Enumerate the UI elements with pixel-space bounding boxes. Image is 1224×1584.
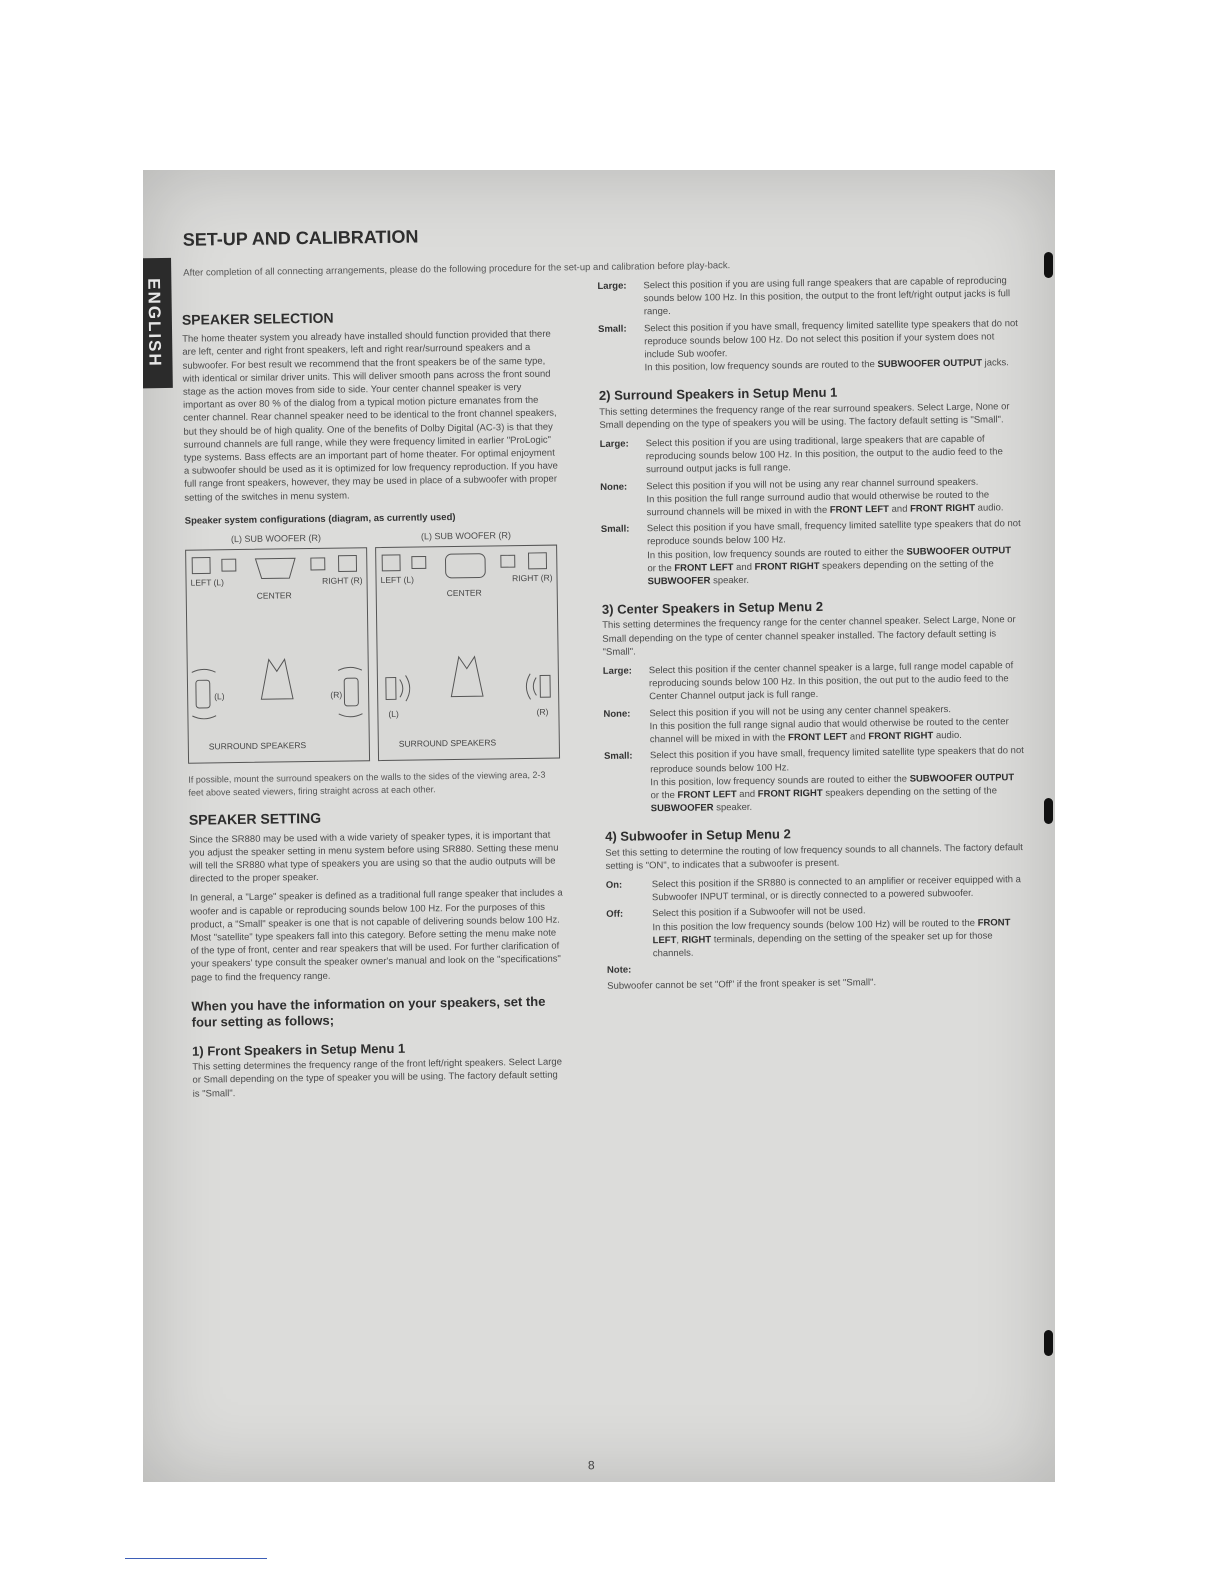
sound-wave-left-icon (400, 675, 410, 701)
option-desc-line: Select this position if you have small, frequency limited satellite type speakers that do not reproduce sounds below 100 Hz. (649, 745, 1024, 775)
text-run: In this position, low frequency sounds are routed to either the (650, 773, 908, 788)
option-desc-line: Select this position if you have small, frequency limited satellite type speakers that do not reproduce sounds below 100 Hz. (646, 518, 1021, 548)
surround-speakers-intro: This setting determines the frequency range of the rear surround speakers. Select Large, None or Small depending on the type of speakers you will be using. The factory default setting is "Small". (599, 400, 1010, 431)
center-small-option (604, 744, 1025, 816)
option-desc-line: Select this position if a Subwoofer will not be used. (652, 905, 866, 920)
option-term: Off: (606, 909, 624, 921)
diagram-config-right (375, 529, 560, 762)
surround-left-label: (L) (214, 691, 225, 702)
front-left-speaker-icon (382, 555, 400, 571)
text-run-bold: FRONT LEFT (677, 788, 737, 801)
option-desc-line: Select this position if you will not be using any rear channel surround speakers. (646, 476, 979, 492)
center-speakers-intro: This setting determines the frequency range for the center channel speaker. Select Large, None or Small depending on the type of center channel speaker installed. The factory default setting is "Small". (602, 614, 1016, 658)
option-desc: Select this position if the center channel speaker is a large, full range model capable of reproducing sounds below 100 Hz. In this position, the out put to the audio feed to the Center Channel output jack is full range. (648, 660, 1014, 703)
page-intro: After completion of all connecting arrangements, please do the following procedure for the set-up and calibration before play-back. (183, 260, 731, 279)
footer-rule (125, 1558, 267, 1559)
center-label: CENTER (256, 590, 292, 601)
text-run: , (676, 934, 680, 946)
text-run: speakers depending on the setting of the (825, 785, 998, 799)
text-run-bold: FRONT LEFT (788, 731, 848, 744)
option-desc (649, 702, 1024, 747)
right-column (597, 274, 1027, 999)
option-desc-line (646, 488, 1020, 520)
text-run: speaker. (712, 574, 750, 587)
diagram-box (375, 545, 560, 762)
option-desc-line: Select this position if you have small, frequency limited satellite type speakers that do not reproduce sounds below 100 Hz. Do not select this position if your system does not include Sub woofer. (643, 317, 1018, 361)
text-run: In this position the low frequency sounds (below 100 Hz) will be routed to the (652, 917, 976, 933)
option-desc (646, 475, 1021, 520)
text-run: In this position the full range surround audio that would otherwise be routed to the surround channels will be mixed in with the (646, 489, 990, 519)
surround-small-option (601, 517, 1022, 589)
binder-hole-mark (1044, 1330, 1053, 1356)
option-term: None: (603, 708, 631, 720)
sound-wave-right-icon (526, 674, 536, 700)
text-run: audio. (935, 730, 962, 742)
language-tab (143, 258, 173, 388)
speaker-setting-heading: SPEAKER SETTING (188, 810, 322, 829)
subwoofer-right-icon (311, 558, 325, 570)
surround-right-label: (R) (536, 706, 549, 717)
center-none-option (603, 702, 1024, 747)
text-run: and (739, 788, 756, 800)
text-run-bold: SUBWOOFER (647, 575, 711, 588)
text-run-bold: RIGHT (681, 934, 712, 946)
text-run-bold: FRONT LEFT (674, 561, 734, 574)
text-run-bold: FRONT LEFT (652, 916, 1011, 946)
subwoofer-heading: 4) Subwoofer in Setup Menu 2 (605, 826, 791, 845)
surround-right-speaker-icon (344, 678, 358, 706)
option-desc-line (650, 715, 1024, 747)
page-title: SET-UP AND CALIBRATION (182, 226, 419, 250)
subwoofer-left-icon (412, 557, 426, 569)
subwoofer-intro: Set this setting to determine the routing of low frequency sounds to all channels. The factory default setting is "ON", to indicates that a subwoofer is present. (605, 841, 1023, 872)
front-speakers-intro: This setting determines the frequency range of the front left/right speakers. Select Large or Small depending on the type of speaker you will be using. The factory default setting is "Small". (192, 1056, 563, 1100)
text-run: speaker. (716, 801, 753, 814)
text-run-bold: SUBWOOFER OUTPUT (906, 544, 1012, 558)
front-right-speaker-icon (339, 556, 357, 572)
text-run-bold: FRONT LEFT (829, 503, 890, 516)
binder-hole-mark (1044, 252, 1053, 278)
center-label: CENTER (446, 587, 482, 599)
speaker-setting-p1: Since the SR880 may be used with a wide variety of speaker types, it is important that you adjust the speaker setting in menu system before using SR880. Setting these menu will tell the SR880 what type of speakers you are using so that the audio outputs will be directed to the proper speaker. (189, 829, 559, 885)
note-term: Note: (606, 964, 632, 977)
surround-left-speaker-icon (386, 678, 396, 700)
text-run-bold: SUBWOOFER OUTPUT (877, 357, 983, 371)
text-run: audio. (977, 502, 1004, 514)
surround-left-speaker-icon (196, 680, 210, 708)
listeners-icon (261, 659, 293, 699)
diagram-config-left (185, 531, 370, 764)
center-large-option (603, 659, 1024, 704)
diagram-caption: Speaker system configurations (diagram, as currently used) (184, 511, 456, 527)
subwoofer-label: (L) SUB WOOFER (R) (420, 530, 512, 542)
option-term: Small: (597, 323, 627, 335)
text-run: and (849, 731, 866, 743)
listeners-icon (451, 657, 483, 697)
text-run: and (891, 503, 908, 515)
front-right-label: RIGHT (R) (322, 575, 363, 586)
front-left-speaker-icon (192, 558, 210, 574)
speaker-setting-lead: When you have the information on your speakers, set the four setting as follows; (191, 993, 546, 1030)
subwoofer-on-option (606, 873, 1026, 905)
text-run-bold: FRONT RIGHT (910, 502, 976, 515)
option-term: None: (600, 481, 628, 493)
front-small-option (598, 317, 1019, 376)
option-desc-line (647, 544, 1022, 589)
option-desc: Select this position if the SR880 is connected to an amplifier or receiver equipped with a Subwoofer INPUT terminal, or is directly connected to a powered subwoofer. (651, 874, 1021, 904)
option-desc (652, 902, 1027, 960)
subwoofer-left-icon (222, 559, 236, 571)
front-left-label: LEFT (L) (380, 574, 415, 586)
left-column (182, 309, 567, 1107)
surround-right-label: (R) (330, 689, 343, 700)
subwoofer-right-icon (501, 555, 515, 567)
option-desc (647, 517, 1022, 588)
option-term: Large: (599, 438, 629, 450)
option-desc (650, 744, 1025, 815)
option-term: Large: (602, 665, 632, 678)
note-desc: Subwoofer cannot be set "Off" if the front speaker is set "Small". (607, 977, 877, 993)
text-run: In this position, low frequency sounds are routed to the (644, 359, 875, 374)
front-right-speaker-icon (528, 553, 546, 569)
text-run: speakers depending on the setting of the (822, 558, 994, 572)
option-desc (644, 317, 1019, 375)
text-run: or the (647, 562, 672, 575)
surround-none-option (600, 475, 1021, 520)
manual-page (143, 170, 1055, 1482)
speaker-selection-text: The home theater system you already have installed should function provided that there are left, center and right front speakers, left and right rear/surround speakers and a subwoofer. For best result we recommend that the front speakers be of the same type, with identical or similar driver units. This will deliver smooth pans across the front sound stage as the action moves from side to side. Your center channel speaker is very important as over 80 % of the dialog from a typical motion picture emanates from the center channel. Rear channel speaker need to be identical to the front channel speakers, but they should be of high quality. One of the benefits of Dolby Digital (AC-3) is that they surround channels are full range, while they were frequency limited in earlier "ProLogic" type systems. Bass effects are an important part of home theater. For optimal enjoyment a subwoofer should be used as it is optimized for low frequency reproduction. If you have full range front speakers, however, they may be used in place of a subwoofer with proper setting of the switches in menu system. (182, 328, 558, 504)
option-desc: Select this position if you are using full range speakers that are capable of reproducing sounds below 100 Hz. In this position, the output to the front left/right output jacks is full range. (643, 275, 1011, 318)
text-run: jacks. (984, 357, 1009, 369)
surround-right-speaker-icon (540, 675, 550, 697)
subwoofer-label: (L) SUB WOOFER (R) (230, 532, 322, 545)
text-run-bold: SUBWOOFER OUTPUT (909, 771, 1015, 785)
front-speakers-heading: 1) Front Speakers in Setup Menu 1 (191, 1040, 406, 1059)
option-term: Small: (603, 750, 633, 763)
text-run: or the (650, 789, 675, 802)
surround-left-label: (L) (388, 708, 399, 719)
option-desc-line (652, 916, 1027, 961)
text-run-bold: SUBWOOFER (650, 802, 714, 815)
option-desc: Select this position if you are using traditional, large speakers that are capable of reproducing sounds below 100 Hz. In this position, the output to the audio feed to the surround output jacks is full range. (645, 433, 1003, 476)
option-desc-line: Select this position if you will not be using any center channel speakers. (649, 703, 952, 719)
surround-speakers-label: SURROUND SPEAKERS (208, 740, 307, 752)
speaker-diagram (185, 529, 562, 764)
text-run-bold: FRONT RIGHT (757, 787, 823, 800)
subwoofer-off-option (606, 902, 1027, 961)
text-run-bold: FRONT RIGHT (754, 560, 820, 573)
option-term: On: (605, 879, 623, 891)
text-run-bold: FRONT RIGHT (868, 730, 934, 743)
diagram-box (185, 547, 370, 764)
front-right-label: RIGHT (R) (512, 572, 553, 584)
sound-wave-left-icon (192, 669, 216, 719)
surround-speakers-heading: 2) Surround Speakers in Setup Menu 1 (598, 385, 838, 404)
text-run: and (736, 561, 753, 573)
option-desc-line (650, 771, 1025, 816)
surround-speakers-label: SURROUND SPEAKERS (398, 737, 497, 749)
surround-large-option (600, 432, 1021, 477)
option-term: Small: (600, 523, 630, 536)
page-number: 8 (587, 1458, 595, 1473)
speaker-selection-heading: SPEAKER SELECTION (181, 309, 334, 328)
binder-hole-mark (1044, 798, 1053, 824)
center-speaker-icon (445, 554, 485, 578)
front-left-label: LEFT (L) (190, 577, 225, 588)
language-tab-label: ENGLISH (144, 278, 165, 369)
text-run: terminals, depending on the setting of the speaker set up for those channels. (652, 930, 993, 960)
front-large-option (597, 274, 1018, 319)
manual-page-photo (143, 170, 1055, 1482)
speaker-setting-p2: In general, a "Large" speaker is defined as a traditional full range speaker that includes a woofer and is capable or reproducing sounds below 100 Hz. For the purposes of this product, a "Small" speaker is one that is not capable of delivering sounds below 100 Hz. Most "satellite" type speakers fall into this category. Before setting the menu make note of the type of front, center and rear speakers that will be used. For further clarification of your speakers' type consult the speaker owner's manual and look on the "specifications" page to find the frequency range. (189, 887, 563, 984)
option-term: Large: (597, 280, 627, 292)
center-speakers-heading: 3) Center Speakers in Setup Menu 2 (601, 599, 824, 618)
center-speaker-icon (255, 558, 295, 578)
text-run: In this position, low frequency sounds are routed to either the (647, 546, 904, 561)
text-run: In this position the full range signal audio that would otherwise be routed to the center channel will be mixed in with the (649, 716, 1009, 746)
diagram-note: If possible, mount the surround speakers on the walls to the sides of the viewing area, 2-3 feet above seated viewers, firing straight across at each other. (188, 769, 546, 798)
